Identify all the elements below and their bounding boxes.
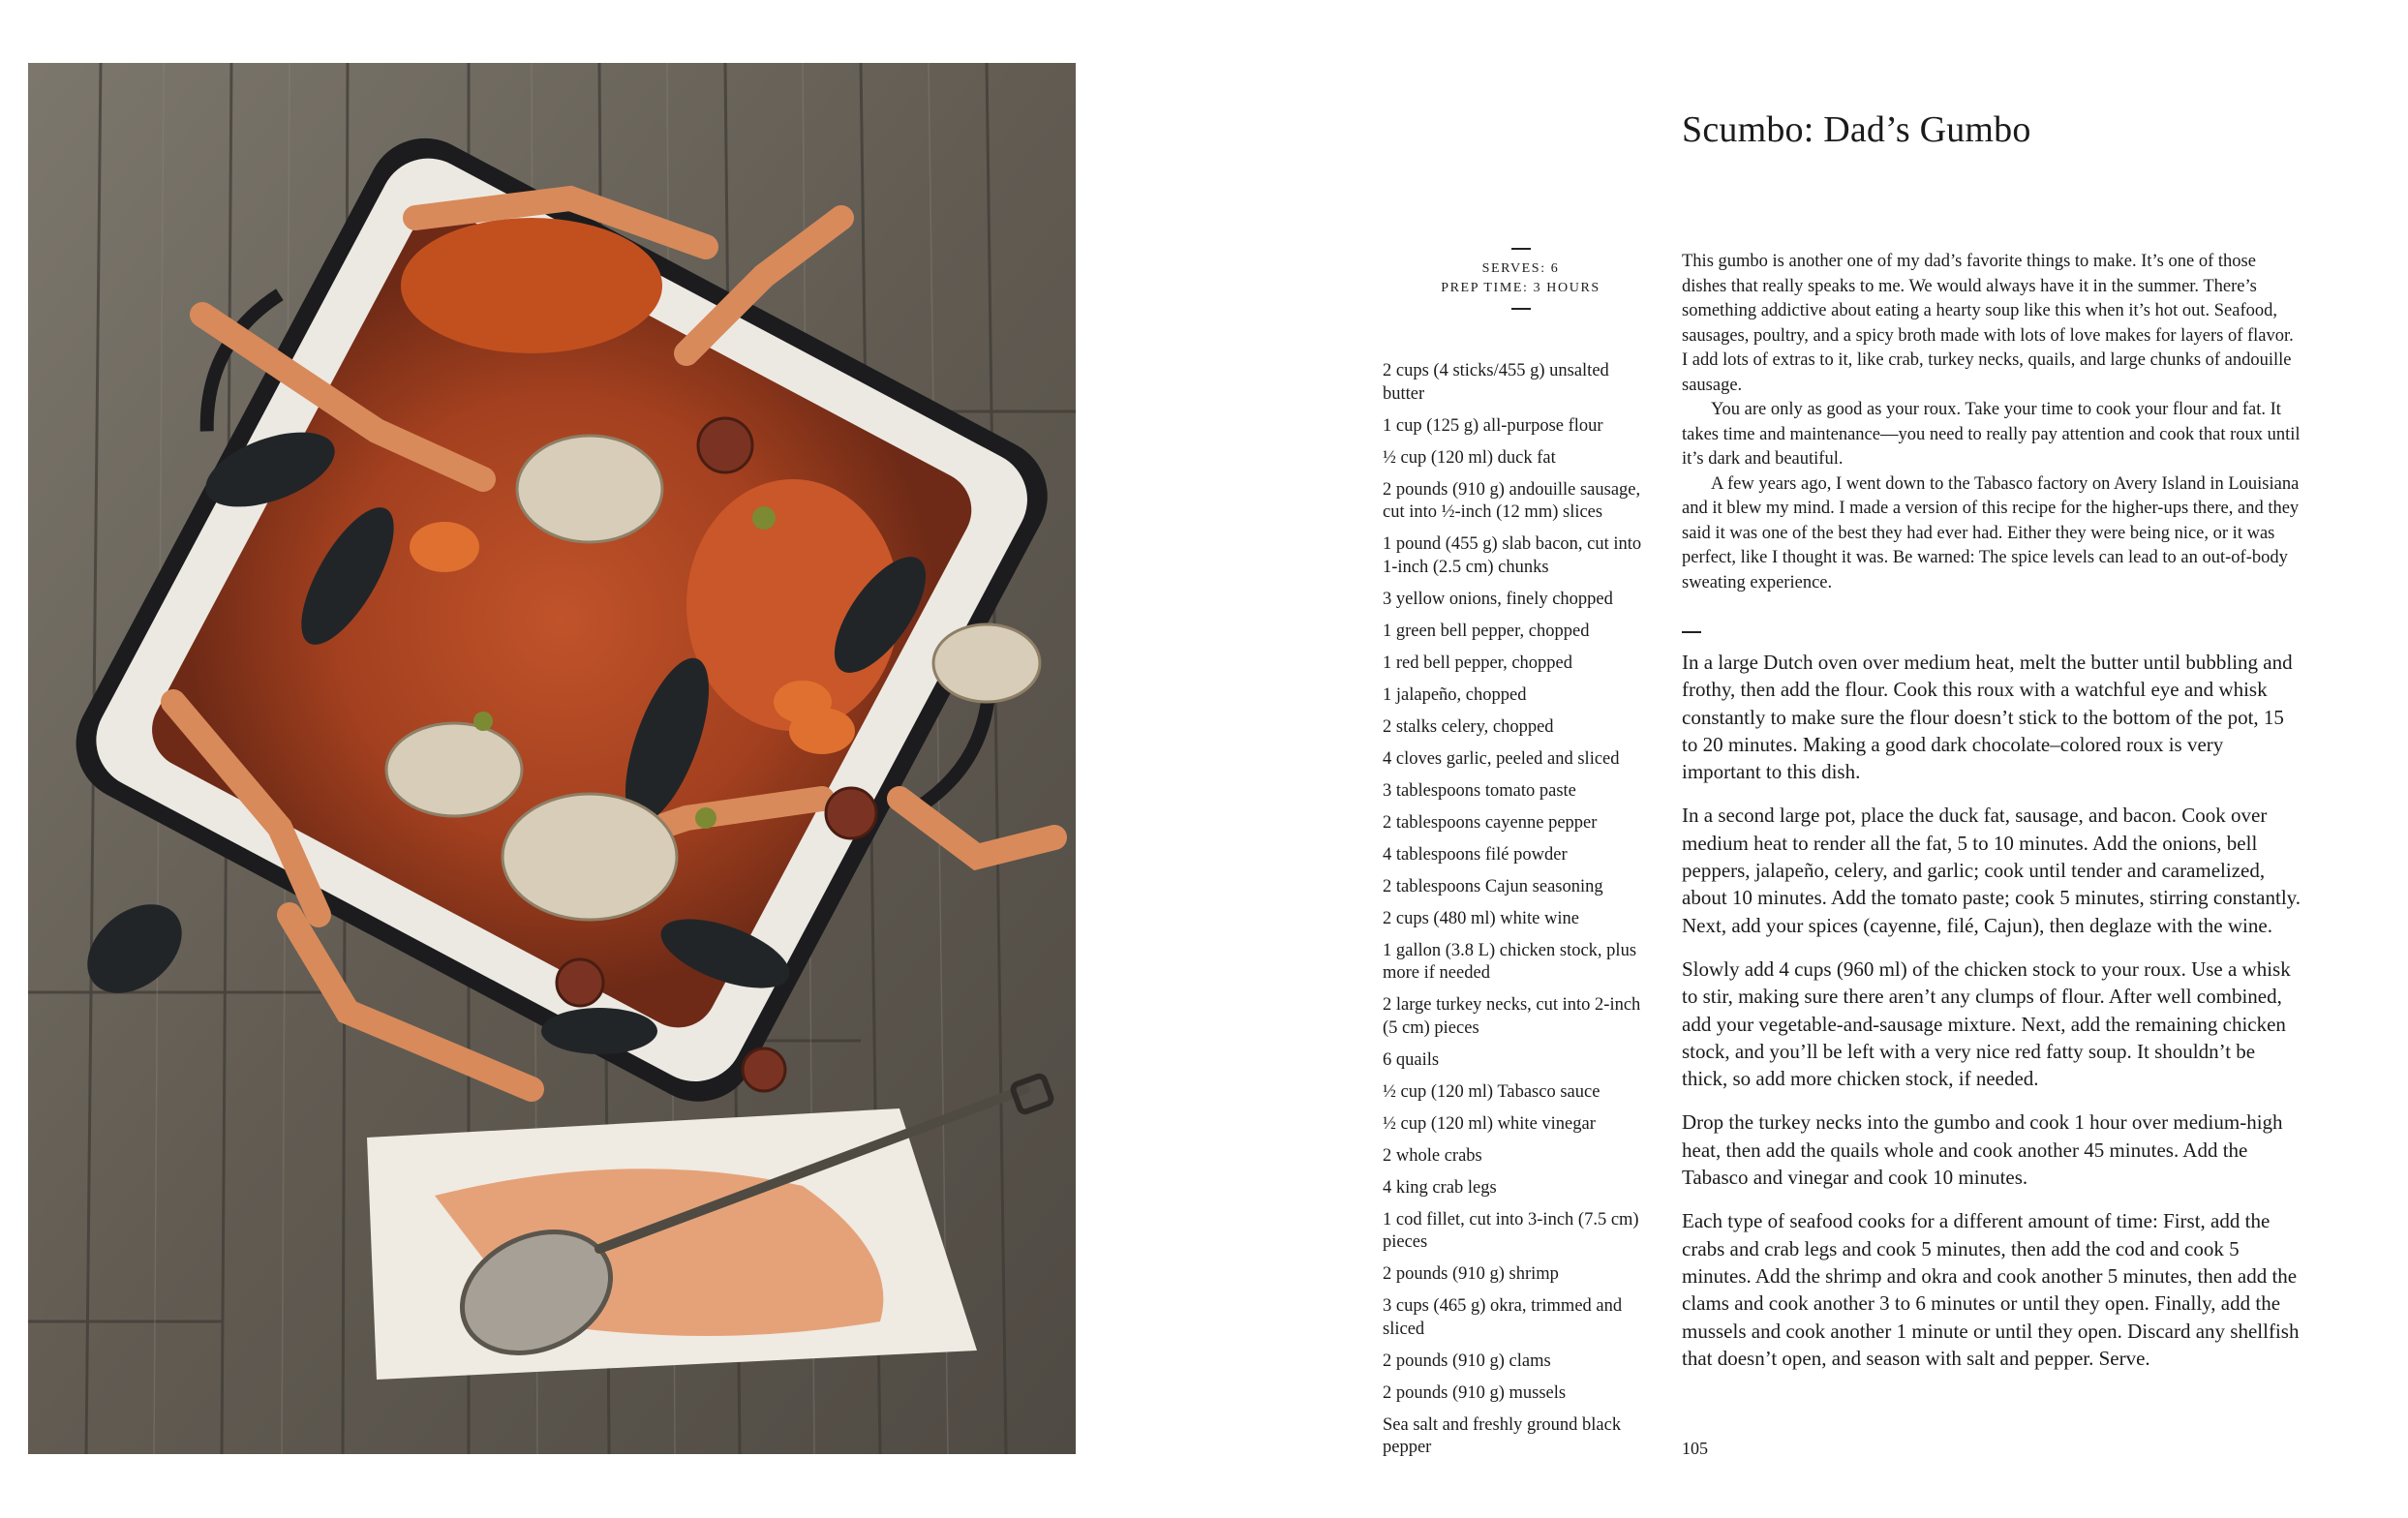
ingredient-item: 2 cups (480 ml) white wine — [1383, 908, 1579, 928]
ingredient-item: Sea salt and freshly ground black pepper — [1383, 1414, 1622, 1457]
ingredient-item: 2 pounds (910 g) andouille sausage, cut into ½-inch (12 mm) slices — [1383, 479, 1641, 522]
recipe-title: Scumbo: Dad’s Gumbo — [1682, 109, 2031, 150]
intro-paragraph: You are only as good as your roux. Take your time to cook your flour and fat. It takes time and maintenance—you need to really pay attention and cook that roux until it’s dark and beautiful. — [1682, 400, 2301, 469]
method-step: Slowly add 4 cups (960 ml) of the chicken stock to your roux. Use a whisk to stir, making sure there aren’t any clumps of flour. After well combined, add your vegetable-and-sausage mixture. Next, add the remaining chicken stock, and you’ll be left with a very nice red fatty soup. It shouldn’t be thick, so add more chicken stock, if needed. — [1682, 956, 2291, 1091]
gumbo-photo-illustration — [28, 63, 1076, 1454]
ingredient-item: 4 tablespoons filé powder — [1383, 844, 1568, 865]
ingredient-item: 2 pounds (910 g) clams — [1383, 1351, 1551, 1371]
method-divider-dash — [1682, 631, 1701, 633]
ingredient-item: 1 gallon (3.8 L) chicken stock, plus more if needed — [1383, 940, 1637, 983]
ingredient-item: ½ cup (120 ml) duck fat — [1383, 447, 1556, 468]
ingredient-item: 2 tablespoons cayenne pepper — [1383, 812, 1598, 833]
method-step: In a large Dutch oven over medium heat, melt the butter until bubbling and frothy, then add the flour. Cook this roux with a watchful eye and whisk constantly to make sure the flour doesn’t stick to the bottom of the pot, 15 to 20 minutes. Making a good dark chocolate–colored roux is very important to this dish. — [1682, 651, 2293, 784]
intro-paragraph: This gumbo is another one of my dad’s favorite things to make. It’s one of those dishes that really speaks to me. We would always have it in the summer. There’s something addictive about eating a hearty soup like this when it’s hot out. Seafood, sausages, poultry, and a spicy broth made with lots of love makes for layers of flavor. I add lots of extras to it, like crab, turkey necks, quails, and large chunks of andouille sausage. — [1682, 252, 2294, 395]
ingredient-item: 3 cups (465 g) okra, trimmed and sliced — [1383, 1296, 1623, 1339]
serves-label: SERVES: 6 — [1481, 261, 1560, 276]
ingredient-item: 2 whole crabs — [1383, 1145, 1482, 1166]
page-number: 105 — [1682, 1439, 1708, 1458]
ingredient-item: 2 pounds (910 g) shrimp — [1383, 1264, 1559, 1284]
ingredient-item: 1 green bell pepper, chopped — [1383, 621, 1590, 641]
ingredient-item: 3 yellow onions, finely chopped — [1383, 589, 1613, 609]
ingredient-list — [1383, 360, 1654, 1469]
meta-top-dash — [1511, 248, 1531, 250]
ingredient-item: 1 cod fillet, cut into 3-inch (7.5 cm) pieces — [1383, 1209, 1639, 1252]
ingredient-item: ½ cup (120 ml) Tabasco sauce — [1383, 1081, 1600, 1102]
intro-paragraph: A few years ago, I went down to the Tabasco factory on Avery Island in Louisiana and it blew my mind. I made a version of this recipe for the higher-ups there, and they said it was one of the best they had ever had. Either they were being nice, or it was perfect, like I thought it was. Be warned: The spice levels can lead to an out-of-body sweating experience. — [1682, 473, 2300, 592]
method-step: Drop the turkey necks into the gumbo and cook 1 hour over medium-high heat, then add the quails whole and cook another 45 minutes. Add the Tabasco and vinegar and cook 10 minutes. — [1682, 1110, 2283, 1190]
ingredient-item: 4 king crab legs — [1383, 1177, 1497, 1198]
method-step: Each type of seafood cooks for a different amount of time: First, add the crabs and crab legs and cook 5 minutes, then add the cod and cook 5 minutes. Add the shrimp and okra and cook another 5 minutes, then add the clams and cook another 3 to 6 minutes or until they open. Finally, add the mussels and cook another 1 minute or until they open. Discard any shellfish that doesn’t open, and season with salt and pepper. Serve. — [1682, 1209, 2300, 1370]
ingredient-item: 2 cups (4 sticks/455 g) unsalted butter — [1383, 361, 1609, 404]
ingredient-item: 4 cloves garlic, peeled and sliced — [1383, 748, 1620, 769]
recipe-intro — [1682, 250, 2301, 595]
recipe-meta — [1392, 248, 1649, 310]
method-step: In a second large pot, place the duck fat, sausage, and bacon. Cook over medium heat to render all the fat, 5 to 10 minutes. Add the onions, bell peppers, jalapeño, celery, and garlic; cook until tender and caramelized, about 10 minutes. Add the tomato paste; cook 5 minutes, stirring constantly. Next, add your spices (cayenne, filé, Cajun), then deglaze with the wine. — [1682, 804, 2301, 937]
ingredient-item: ½ cup (120 ml) white vinegar — [1383, 1113, 1596, 1134]
ingredient-item: 1 cup (125 g) all-purpose flour — [1383, 415, 1603, 436]
ingredient-item: 3 tablespoons tomato paste — [1383, 780, 1576, 801]
ingredient-item: 2 tablespoons Cajun seasoning — [1383, 876, 1603, 896]
gumbo-photo — [28, 63, 1076, 1454]
ingredient-item: 2 large turkey necks, cut into 2-inch (5 cm) pieces — [1383, 995, 1641, 1038]
recipe-method — [1682, 649, 2301, 1388]
ingredient-item: 6 quails — [1383, 1049, 1440, 1070]
ingredient-item: 2 pounds (910 g) mussels — [1383, 1382, 1567, 1403]
meta-bottom-dash — [1511, 308, 1531, 310]
ingredient-item: 1 pound (455 g) slab bacon, cut into 1-inch (2.5 cm) chunks — [1383, 534, 1642, 577]
prep-time-label: PREP TIME: 3 HOURS — [1441, 281, 1600, 295]
ingredient-item: 1 jalapeño, chopped — [1383, 684, 1527, 705]
ingredient-item: 2 stalks celery, chopped — [1383, 716, 1554, 737]
ingredient-item: 1 red bell pepper, chopped — [1383, 653, 1573, 673]
